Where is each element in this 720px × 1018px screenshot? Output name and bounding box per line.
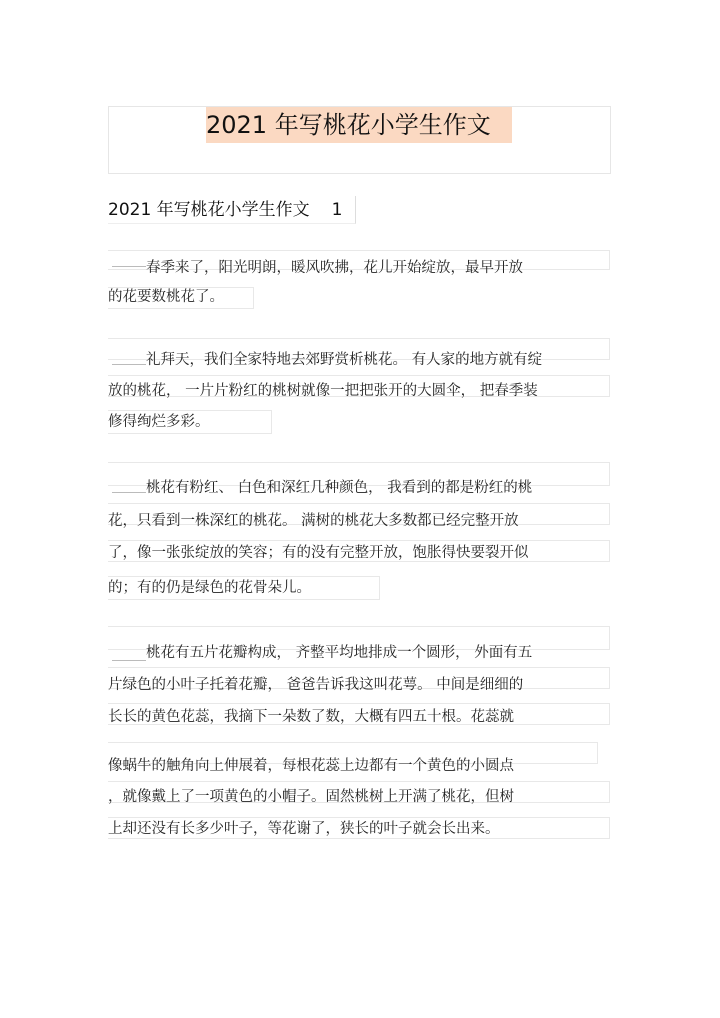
- paragraph-line: 像蜗牛的触角向上伸展着，每根花蕊上边都有一个黄色的小圆点: [108, 758, 514, 774]
- paragraph-line: 桃花有粉红、 白色和深红几种颜色， 我看到的都是粉红的桃: [146, 480, 533, 496]
- paragraph-line: 放的桃花， 一片片粉红的桃树就像一把把张开的大圆伞， 把春季装: [108, 383, 538, 399]
- paragraph-line: 花，只看到一株深红的桃花。 满树的桃花大多数都已经完整开放: [108, 513, 519, 529]
- indent-rule: [112, 660, 146, 661]
- paragraph-line: 了，像一张张绽放的笑容；有的没有完整开放，饱胀得快要裂开似: [108, 545, 529, 561]
- paragraph-line: 春季来了，阳光明朗，暖风吹拂，花儿开始绽放，最早开放: [146, 260, 523, 276]
- document-title: 2021 年写桃花小学生作文: [206, 111, 491, 139]
- section-heading: [108, 197, 343, 223]
- indent-rule: [112, 364, 146, 365]
- section-heading-text: 2021 年写桃花小学生作文: [108, 200, 310, 220]
- paragraph-line: 上却还没有长多少叶子，等花谢了，狭长的叶子就会长出来。: [108, 821, 500, 837]
- paragraph-line: 修得绚烂多彩。: [108, 414, 210, 430]
- paragraph-line: ，就像戴上了一项黄色的小帽子。固然桃树上开满了桃花，但树: [108, 789, 514, 805]
- paragraph-line: 桃花有五片花瓣构成， 齐整平均地排成一个圆形， 外面有五: [146, 645, 533, 661]
- paragraph-line: 的花要数桃花了。: [108, 289, 224, 305]
- indent-rule: [112, 492, 146, 493]
- paragraph-line: 长长的黄色花蕊，我摘下一朵数了数，大概有四五十根。花蕊就: [108, 709, 514, 725]
- section-number: 1: [331, 200, 343, 220]
- paragraph-line: 的；有的仍是绿色的花骨朵儿。: [108, 580, 311, 596]
- indent-rule: [112, 266, 146, 267]
- paragraph-line: 片绿色的小叶子托着花瓣， 爸爸告诉我这叫花萼。 中间是细细的: [108, 677, 524, 693]
- paragraph-line: 礼拜天，我们全家特地去郊野赏析桃花。 有人家的地方就有绽: [146, 352, 543, 368]
